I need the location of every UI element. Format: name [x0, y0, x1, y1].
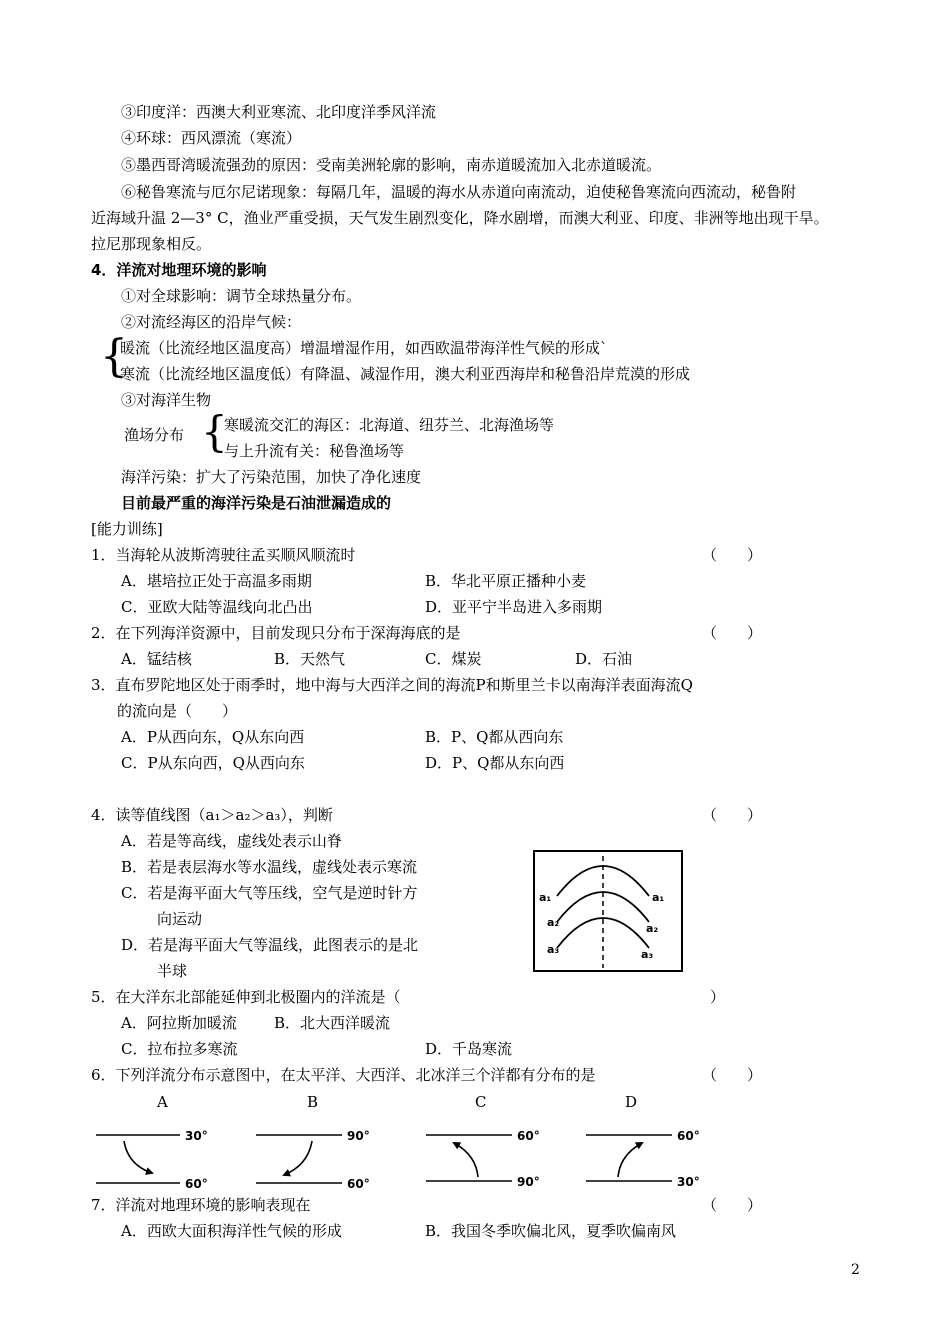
q3-option-a: A．P从西向东，Q从东向西 — [121, 728, 305, 746]
label-a3-right: a₃ — [641, 948, 654, 961]
q2-option-c: C．煤炭 — [425, 650, 482, 668]
q2-option-d: D．石油 — [575, 650, 633, 668]
q6-letter-b: B — [307, 1093, 319, 1111]
pollution-line: 海洋污染：扩大了污染范围，加快了净化速度 — [121, 468, 422, 486]
current-arrow-a — [124, 1141, 152, 1173]
coastal-climate-line: ②对流经海区的沿岸气候： — [121, 313, 302, 331]
current-arrow-c — [454, 1143, 478, 1177]
q5-option-a: A．阿拉斯加暖流 — [121, 1014, 237, 1032]
current-arrow-b — [284, 1141, 312, 1175]
diagram-a — [96, 1129, 208, 1191]
q7-answer-paren: （ ） — [702, 1196, 763, 1214]
marine-life-line: ③对海洋生物 — [121, 391, 212, 409]
q2-stem: 2．在下列海洋资源中，目前发现只分布于深海海底的是 — [91, 624, 461, 642]
q7-stem: 7．洋流对地理环境的影响表现在 — [91, 1196, 311, 1214]
current-diagrams — [90, 1115, 730, 1195]
q4-option-d-2: 半球 — [157, 962, 188, 980]
section-heading: 4．洋流对地理环境的影响 — [91, 261, 267, 279]
q6-answer-paren: （ ） — [702, 1066, 763, 1084]
intro-line-la-nina: 拉尼那现象相反。 — [91, 235, 212, 253]
current-arrow-d — [618, 1143, 642, 1177]
q4-option-b: B．若是表层海水等水温线，虚线处表示寒流 — [121, 858, 418, 876]
q1-stem: 1．当海轮从波斯湾驶往孟买顺风顺流时 — [91, 546, 356, 564]
pollution-note: 目前最严重的海洋污染是石油泄漏造成的 — [121, 494, 392, 512]
page-number: 2 — [851, 1262, 860, 1278]
diagram-d-top-label: 60° — [677, 1129, 700, 1143]
diagram-a-bottom-label: 60° — [185, 1177, 208, 1191]
isoline-figure — [533, 850, 683, 972]
global-impact-line: ①对全球影响：调节全球热量分布。 — [121, 287, 362, 305]
intro-line-indian-ocean: ③印度洋：西澳大利亚寒流、北印度洋季风洋流 — [121, 103, 437, 121]
q5-option-c: C．拉布拉多寒流 — [121, 1040, 238, 1058]
label-a1-right: a₁ — [652, 891, 665, 904]
q1-option-c: C．亚欧大陆等温线向北凸出 — [121, 598, 313, 616]
q4-option-c-2: 向运动 — [157, 910, 203, 928]
q5-stem: 5．在大洋东北部能延伸到北极圈内的洋流是（ — [91, 988, 401, 1006]
q5-option-b: B．北大西洋暖流 — [274, 1014, 391, 1032]
diagram-c-bottom-label: 90° — [517, 1175, 540, 1189]
intro-line-gulf-stream: ⑤墨西哥湾暖流强劲的原因：受南美洲轮廓的影响，南赤道暖流加入北赤道暖流。 — [121, 156, 662, 174]
q2-option-b: B．天然气 — [274, 650, 346, 668]
intro-line-el-nino-1: ⑥秘鲁寒流与厄尔尼诺现象：每隔几年，温暖的海水从赤道向南流动，迫使秘鲁寒流向西流动，秘鲁附 — [121, 183, 797, 201]
diagram-c-top-label: 60° — [517, 1129, 540, 1143]
diagram-c — [426, 1129, 540, 1189]
q7-option-b: B．我国冬季吹偏北风，夏季吹偏南风 — [425, 1222, 677, 1240]
q1-answer-paren: （ ） — [702, 546, 763, 564]
warm-current-line: 暖流（比流经地区温度高）增温增湿作用，如西欧温带海洋性气候的形成` — [120, 339, 608, 357]
q4-option-a: A．若是等高线，虚线处表示山脊 — [121, 832, 342, 850]
intro-line-global: ④环球：西风漂流（寒流） — [121, 129, 302, 147]
q1-option-b: B．华北平原正播种小麦 — [425, 572, 587, 590]
diagram-b-bottom-label: 60° — [347, 1177, 370, 1191]
q1-option-a: A．堪培拉正处于高温多雨期 — [121, 572, 312, 590]
q3-option-b: B．P、Q都从西向东 — [425, 728, 564, 746]
diagram-b-top-label: 90° — [347, 1129, 370, 1143]
q3-stem-1: 3．直布罗陀地区处于雨季时，地中海与大西洋之间的海流P和斯里兰卡以南海洋表面海流Q — [91, 676, 693, 694]
diagram-d-bottom-label: 30° — [677, 1175, 700, 1189]
brace-climate: { — [100, 331, 128, 382]
q1-option-d: D．亚平宁半岛进入多雨期 — [425, 598, 603, 616]
training-heading: [能力训练] — [91, 520, 163, 538]
fishery-line-2: 与上升流有关：秘鲁渔场等 — [224, 442, 405, 460]
q6-letter-c: C — [475, 1093, 487, 1111]
intro-line-el-nino-2: 近海域升温 2—3° C，渔业严重受损，天气发生剧烈变化，降水剧增，而澳大利亚、印度、非洲等地出现干旱。 — [91, 209, 829, 227]
q5-close-paren: ） — [710, 988, 726, 1006]
q3-option-c: C．P从东向西，Q从西向东 — [121, 754, 305, 772]
q2-answer-paren: （ ） — [702, 624, 763, 642]
label-a1-left: a₁ — [539, 891, 552, 904]
q4-option-d-1: D．若是海平面大气等温线，此图表示的是北 — [121, 936, 419, 954]
q7-option-a: A．西欧大面积海洋性气候的形成 — [121, 1222, 342, 1240]
brace-fishery: { — [201, 407, 228, 456]
diagram-a-top-label: 30° — [185, 1129, 208, 1143]
q2-option-a: A．锰结核 — [121, 650, 192, 668]
q6-letter-a: A — [157, 1093, 168, 1111]
label-a3-left: a₃ — [547, 943, 560, 956]
q6-letter-d: D — [625, 1093, 638, 1111]
fishery-label: 渔场分布 — [124, 426, 185, 444]
q3-stem-2: 的流向是（ ） — [117, 702, 238, 720]
label-a2-right: a₂ — [646, 922, 659, 935]
q4-stem: 4．读等值线图（a₁＞a₂＞a₃），判断 — [91, 806, 333, 824]
diagram-b — [256, 1129, 370, 1191]
label-a2-left: a₂ — [547, 916, 560, 929]
q6-stem: 6．下列洋流分布示意图中，在太平洋、大西洋、北冰洋三个洋都有分布的是 — [91, 1066, 596, 1084]
cold-current-line: 寒流（比流经地区温度低）有降温、减湿作用，澳大利亚西海岸和秘鲁沿岸荒漠的形成 — [120, 365, 691, 383]
q4-answer-paren: （ ） — [702, 806, 763, 824]
fishery-line-1: 寒暖流交汇的海区：北海道、纽芬兰、北海渔场等 — [224, 416, 555, 434]
q4-option-c-1: C．若是海平面大气等压线，空气是逆时针方 — [121, 884, 418, 902]
diagram-d — [586, 1129, 700, 1189]
q5-option-d: D．千岛寒流 — [425, 1040, 513, 1058]
q3-option-d: D．P、Q都从东向西 — [425, 754, 565, 772]
